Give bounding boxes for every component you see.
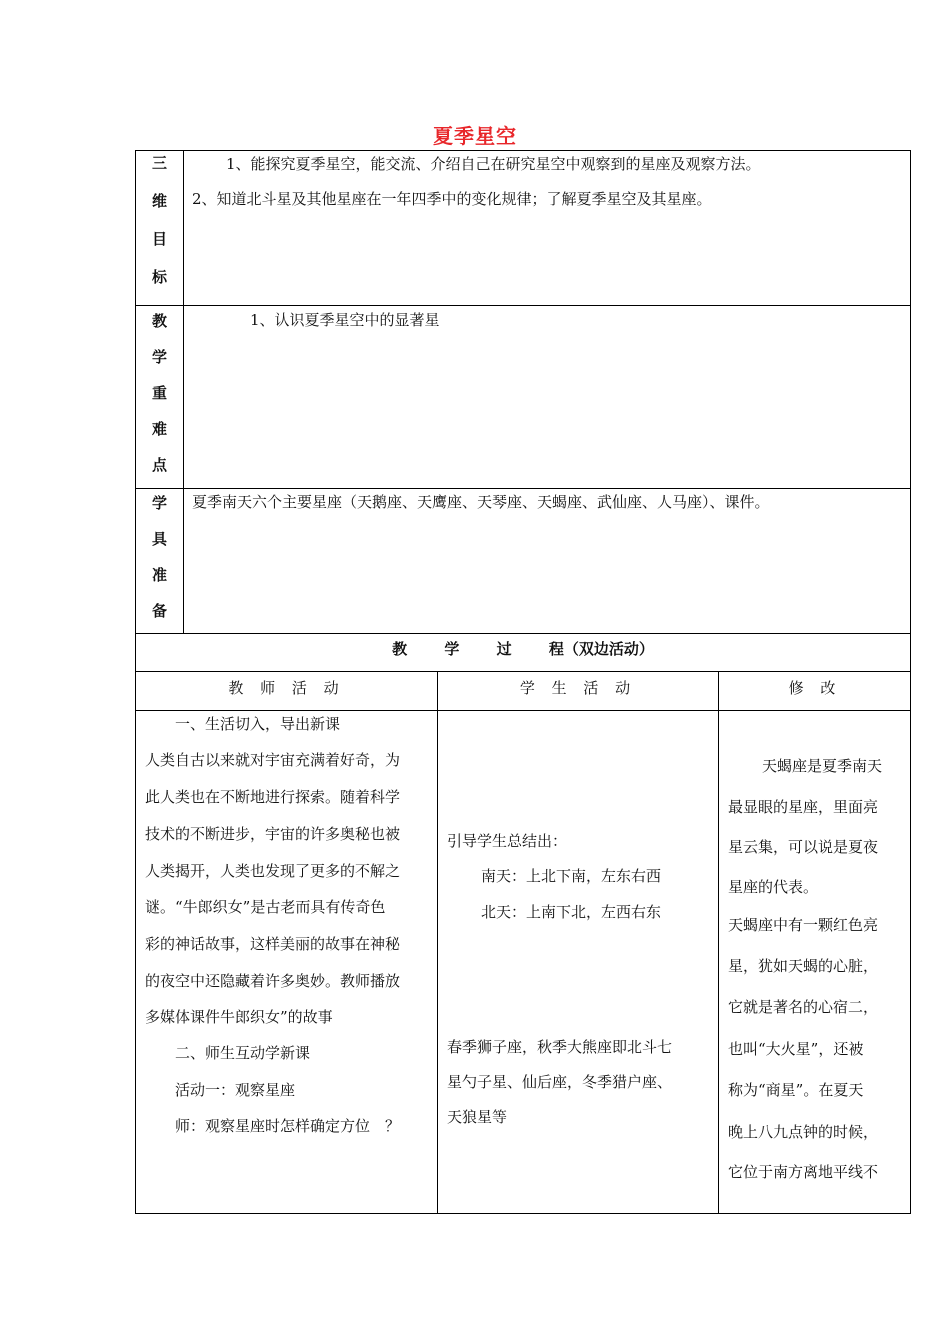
student-activity-header: 学 生 活 动 bbox=[519, 679, 637, 697]
key-points-label-char: 点 bbox=[151, 456, 167, 474]
student-line: 春季狮子座，秋季大熊座即北斗七 bbox=[447, 1038, 673, 1056]
revise-line: 称为“商星”。在夏天 bbox=[728, 1081, 864, 1099]
student-line: 引导学生总结出： bbox=[447, 832, 568, 850]
table-divider bbox=[135, 488, 911, 489]
teacher-line: 二、师生互动学新课 bbox=[175, 1044, 311, 1062]
table-divider bbox=[135, 633, 911, 634]
key-points-label-char: 重 bbox=[151, 384, 167, 402]
goals-label-char: 目 bbox=[151, 230, 167, 248]
teacher-activity-header: 教 师 活 动 bbox=[228, 679, 345, 697]
goal-line: 2、知道北斗星及其他星座在一年四季中的变化规律；了解夏季星空及其星座。 bbox=[192, 190, 712, 208]
goals-label-char: 标 bbox=[151, 268, 167, 286]
table-divider bbox=[718, 671, 719, 1214]
process-title-char: 程（双边活动） bbox=[548, 640, 654, 658]
process-title-char: 过 bbox=[496, 640, 512, 658]
revise-line: 星座的代表。 bbox=[728, 878, 819, 896]
revise-line: 星云集，可以说是夏夜 bbox=[728, 838, 879, 856]
goals-label-char: 维 bbox=[151, 192, 167, 210]
key-points-label-char: 难 bbox=[151, 420, 167, 438]
teacher-line: 人类揭开，人类也发现了更多的不解之 bbox=[145, 862, 401, 880]
student-line: 北天：上南下北，左西右东 bbox=[481, 903, 662, 921]
revise-line: 也叫“大火星”，还被 bbox=[728, 1040, 864, 1058]
teacher-line: 多媒体课件牛郎织女”的故事 bbox=[145, 1008, 333, 1026]
key-points-label-char: 学 bbox=[151, 348, 167, 366]
process-title-char: 教 bbox=[392, 640, 408, 658]
materials-label-char: 学 bbox=[151, 494, 167, 512]
teacher-line: 人类自古以来就对宇宙充满着好奇，为 bbox=[145, 751, 401, 769]
key-points-label-char: 教 bbox=[151, 312, 167, 330]
teacher-line: 此人类也在不断地进行探索。随着科学 bbox=[145, 788, 401, 806]
student-line: 天狼星等 bbox=[447, 1108, 508, 1126]
table-divider bbox=[135, 671, 911, 672]
teacher-line: 一、生活切入，导出新课 bbox=[175, 715, 341, 733]
teacher-line: 彩的神话故事，这样美丽的故事在神秘 bbox=[145, 935, 401, 953]
revise-line: 它就是著名的心宿二， bbox=[728, 998, 879, 1016]
page-title: 夏季星空 bbox=[433, 124, 517, 148]
materials-label-char: 准 bbox=[151, 566, 167, 584]
revise-line: 星，犹如天蝎的心脏， bbox=[728, 957, 879, 975]
process-title bbox=[136, 638, 910, 659]
teacher-line: 的夜空中还隐藏着许多奥妙。教师播放 bbox=[145, 972, 401, 990]
teacher-line: 技术的不断进步，宇宙的许多奥秘也被 bbox=[145, 825, 401, 843]
goals-label-char: 三 bbox=[151, 154, 167, 172]
teacher-line: 谜。“牛郎织女”是古老而具有传奇色 bbox=[145, 898, 386, 916]
table-divider bbox=[135, 710, 911, 711]
revise-line: 它位于南方离地平线不 bbox=[728, 1163, 879, 1181]
revise-line: 最显眼的星座，里面亮 bbox=[728, 798, 879, 816]
materials-line: 夏季南天六个主要星座（天鹅座、天鹰座、天琴座、天蝎座、武仙座、人马座）、课件。 bbox=[192, 493, 770, 511]
revise-line: 晚上八九点钟的时候， bbox=[728, 1123, 879, 1141]
key-point-line: 1、认识夏季星空中的显著星 bbox=[250, 311, 440, 329]
goal-line: 1、能探究夏季星空，能交流、介绍自己在研究星空中观察到的星座及观察方法。 bbox=[226, 155, 761, 173]
table-divider bbox=[183, 150, 184, 633]
table-divider bbox=[437, 671, 438, 1214]
materials-label-char: 备 bbox=[151, 602, 167, 620]
materials-label-char: 具 bbox=[151, 530, 167, 548]
revise-line: 天蝎座中有一颗红色亮 bbox=[728, 916, 879, 934]
teacher-line: 活动一：观察星座 bbox=[175, 1081, 296, 1099]
table-divider bbox=[135, 305, 911, 306]
process-title-char: 学 bbox=[444, 640, 460, 658]
teacher-line: 师：观察星座时怎样确定方位 ？ bbox=[175, 1117, 401, 1135]
revise-line: 天蝎座是夏季南天 bbox=[762, 757, 883, 775]
student-line: 南天：上北下南，左东右西 bbox=[481, 867, 662, 885]
student-line: 星勺子星、仙后座，冬季猎户座、 bbox=[447, 1073, 673, 1091]
revise-header: 修 改 bbox=[788, 679, 842, 697]
